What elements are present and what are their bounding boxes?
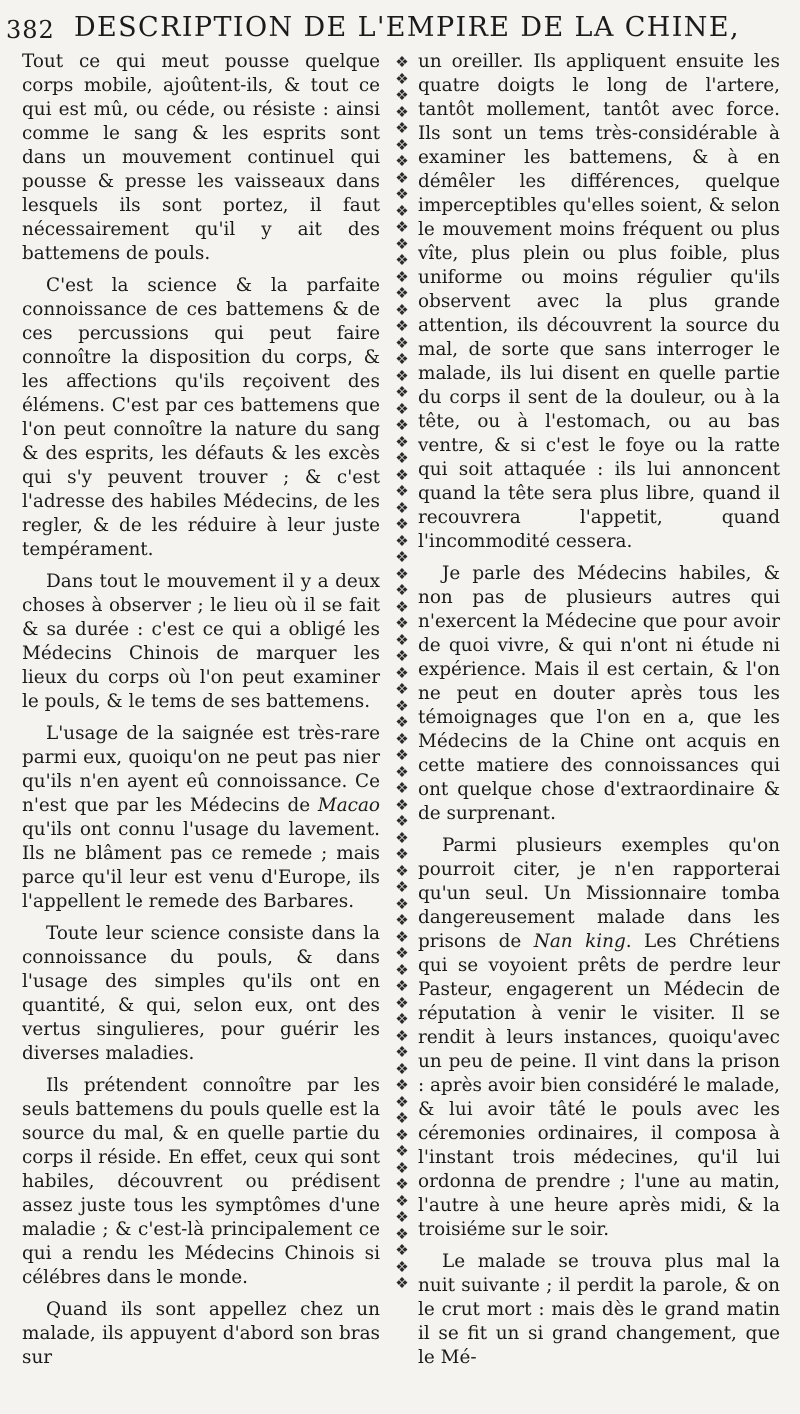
divider-ornament: ❖ xyxy=(395,152,409,170)
divider-ornament: ❖ xyxy=(395,779,409,797)
divider-ornament: ❖ xyxy=(395,1026,409,1045)
divider-ornament: ❖ xyxy=(395,647,409,665)
paragraph: Je parle des Médecins habiles, & non pas de plusieurs autres qui n'exercent la Médecine que pour avoir de quoi vivre, & qui n'ont ni étude ni expérience. Mais il est certain, & l'on ne peut en douter après tous les témoignages que l'on en a, que les Médecins de la Chine ont acquis en cette matiere des connoissances qui ont quelque chose d'extraordinaire & de surprenant. xyxy=(418,563,780,824)
ornamental-column-divider xyxy=(394,54,410,1294)
divider-ornament: ❖ xyxy=(395,878,409,896)
place-name: Macao xyxy=(317,795,380,816)
divider-ornament: ❖ xyxy=(395,581,409,599)
divider-ornament: ❖ xyxy=(395,1241,409,1259)
divider-ornament: ❖ xyxy=(395,680,409,698)
divider-ornament: ❖ xyxy=(395,1109,409,1127)
divider-ornament: ❖ xyxy=(395,1076,409,1094)
divider-ornament: ❖ xyxy=(395,944,409,962)
divider-ornament: ❖ xyxy=(395,234,409,253)
divider-ornament: ❖ xyxy=(395,729,409,748)
divider-ornament: ❖ xyxy=(395,482,409,500)
divider-ornament: ❖ xyxy=(395,317,409,335)
divider-ornament: ❖ xyxy=(395,1158,409,1177)
divider-ornament: ❖ xyxy=(395,69,409,88)
divider-ornament: ❖ xyxy=(395,201,409,220)
paragraph xyxy=(22,722,380,914)
divider-ornament: ❖ xyxy=(395,630,409,649)
paragraph: C'est la science & la parfaite connoissance de ces battemens & de ces percussions qui peut faire connoître la disposition du corps, & les affections qu'ils reçoivent des élémens. C'est par ces battemens que l'on peut connoître la nature du sang & des esprits, les défauts & les excès qui s'y peuvent trouver ; & c'est l'adresse des habiles Médecins, de les regler, & de les réduire à leur juste tempérament. xyxy=(22,275,380,560)
divider-ornament: ❖ xyxy=(395,1175,409,1193)
divider-ornament: ❖ xyxy=(395,119,409,137)
divider-ornament: ❖ xyxy=(395,894,409,913)
left-column xyxy=(22,50,380,1378)
divider-ornament: ❖ xyxy=(395,1125,409,1144)
text-run: . Les Chrétiens qui se voyoient prêts de perdre leur Pasteur, engagerent un Médecin de réputation à venir le visiter. Il se rendit à leurs instances, quoiqu'avec un peu de peine. Il vint dans la prison : après avoir bien considéré le malade, & lui avoir tâté le pouls avec les céremonies ordinaires, il composa à l'instant trois médecines, qu'il lui ordonna de prendre ; l'une au matin, l'autre à une heure après midi, & la troisiéme sur le soir. xyxy=(418,931,780,1240)
paragraph: Quand ils sont appellez chez un malade, ils appuyent d'abord son bras sur xyxy=(22,1299,380,1368)
divider-ornament: ❖ xyxy=(395,102,409,121)
divider-ornament: ❖ xyxy=(395,993,409,1012)
divider-ornament: ❖ xyxy=(395,795,409,814)
divider-ornament: ❖ xyxy=(395,1092,409,1111)
divider-ornament: ❖ xyxy=(395,1142,409,1160)
divider-ornament: ❖ xyxy=(395,300,409,319)
divider-ornament: ❖ xyxy=(395,267,409,286)
divider-ornament: ❖ xyxy=(395,1274,409,1292)
divider-ornament: ❖ xyxy=(395,614,409,632)
divider-ornament: ❖ xyxy=(395,432,409,451)
divider-ornament: ❖ xyxy=(395,845,409,863)
divider-ornament: ❖ xyxy=(395,168,409,187)
place-name: Nan king xyxy=(533,931,626,952)
paragraph: Tout ce qui meut pousse quelque corps mobile, ajoûtent-ils, & tout ce qui est mû, ou céde, ou résiste : ainsi comme le sang & les esprits sont dans un mouvement continuel qui pousse & presse les vaisseaux dans lesquels ils sont portez, il faut nécessairement qu'il y ait des battemens de pouls. xyxy=(22,51,380,264)
paragraph: Dans tout le mouvement il y a deux choses à observer ; le lieu où il se fait & sa durée : c'est ce qui a obligé les Médecins Chinois de marquer les lieux du corps où l'on peut examiner le pouls, & le tems de ses battemens. xyxy=(22,571,380,712)
divider-ornament: ❖ xyxy=(395,1208,409,1226)
divider-ornament: ❖ xyxy=(395,1059,409,1078)
paragraph xyxy=(418,834,780,1242)
divider-ornament: ❖ xyxy=(395,284,409,302)
divider-ornament: ❖ xyxy=(395,86,409,104)
divider-ornament: ❖ xyxy=(395,828,409,847)
divider-ornament: ❖ xyxy=(395,960,409,979)
divider-ornament: ❖ xyxy=(395,1224,409,1243)
paragraph: un oreiller. Ils appliquent ensuite les quatre doigts le long de l'artere, tantôt mollement, tantôt avec force. Ils sont un tems très-considérable à examiner les battemens, & à en démêler les différences, quelque imperceptibles qu'elles soient, & selon le mouvement moins fréquent ou plus vîte, plus plein ou plus foible, plus uniforme ou moins régulier qu'ils observent avec la plus grande attention, ils découvrent la source du mal, de sorte que sans interroger le malade, ils lui disent en quelle partie du corps il sent de la douleur, ou à la tête, ou à l'estomach, ou au bas ventre, & si c'est le foye ou la ratte qui soit attaquée : ils lui annoncent quand la tête sera plus libre, quand il recouvrera l'appetit, quand l'incommodité cessera. xyxy=(418,51,780,552)
divider-ornament: ❖ xyxy=(395,977,409,995)
divider-ornament: ❖ xyxy=(395,911,409,929)
divider-ornament: ❖ xyxy=(395,548,409,566)
text-run: Parmi plusieurs exemples qu'on pourroit citer, je n'en rapporterai qu'un seul. Un Missionnaire tomba dangereusement malade dans les prisons de xyxy=(418,835,780,952)
divider-ornament: ❖ xyxy=(395,54,409,71)
divider-ornament: ❖ xyxy=(395,498,409,517)
divider-ornament: ❖ xyxy=(395,416,409,434)
divider-ornament: ❖ xyxy=(395,449,409,467)
divider-ornament: ❖ xyxy=(395,531,409,550)
divider-ornament: ❖ xyxy=(395,383,409,401)
divider-ornament: ❖ xyxy=(395,713,409,731)
divider-ornament: ❖ xyxy=(395,515,409,533)
divider-ornament: ❖ xyxy=(395,465,409,484)
divider-ornament: ❖ xyxy=(395,564,409,583)
text-run: L'usage de la saignée est très-rare parmi eux, quoiqu'on ne peut pas nier qu'ils n'en ayent eû connoissance. Ce n'est que par les Médecins de xyxy=(22,723,380,816)
paragraph: Toute leur science consiste dans la connoissance du pouls, & dans l'usage des simples qu'ils ont en quantité, & qui, selon eux, ont des vertus singulieres, pour guérir les diverses maladies. xyxy=(22,923,380,1064)
divider-ornament: ❖ xyxy=(395,861,409,880)
text-run: qu'ils ont connu l'usage du lavement. Ils ne blâment pas ce remede ; mais parce qu'il leur est venu d'Europe, ils l'appellent le remede des Barbares. xyxy=(22,819,380,912)
divider-ornament: ❖ xyxy=(395,350,409,368)
divider-ornament: ❖ xyxy=(395,663,409,682)
divider-ornament: ❖ xyxy=(395,1191,409,1210)
divider-ornament: ❖ xyxy=(395,366,409,385)
right-column xyxy=(418,50,780,1378)
running-title: DESCRIPTION DE L'EMPIRE DE LA CHINE, xyxy=(74,12,740,43)
divider-ornament: ❖ xyxy=(395,927,409,946)
divider-ornament: ❖ xyxy=(395,1257,409,1276)
paragraph: Ils prétendent connoître par les seuls battemens du pouls quelle est la source du mal, & en quelle partie du corps il réside. En effet, ceux qui sont habiles, découvrent ou prédisent assez juste tous les symptômes d'une maladie ; & c'est-là principalement ce qui a rendu les Médecins Chinois si célébres dans le monde. xyxy=(22,1075,380,1288)
running-head xyxy=(6,6,790,46)
paragraph: Le malade se trouva plus mal la nuit suivante ; il perdit la parole, & on le crut mort : mais dès le grand matin il se fit un si grand changement, que le Mé- xyxy=(418,1251,780,1368)
divider-ornament: ❖ xyxy=(395,399,409,418)
divider-ornament: ❖ xyxy=(395,762,409,781)
divider-ornament: ❖ xyxy=(395,1043,409,1061)
divider-ornament: ❖ xyxy=(395,696,409,715)
divider-ornament: ❖ xyxy=(395,218,409,236)
divider-ornament: ❖ xyxy=(395,185,409,203)
divider-ornament: ❖ xyxy=(395,251,409,269)
divider-ornament: ❖ xyxy=(395,333,409,352)
divider-ornament: ❖ xyxy=(395,1010,409,1028)
divider-ornament: ❖ xyxy=(395,812,409,830)
divider-ornament: ❖ xyxy=(395,135,409,154)
page-number: 382 xyxy=(6,16,55,44)
divider-ornament: ❖ xyxy=(395,746,409,764)
divider-ornament: ❖ xyxy=(395,597,409,616)
